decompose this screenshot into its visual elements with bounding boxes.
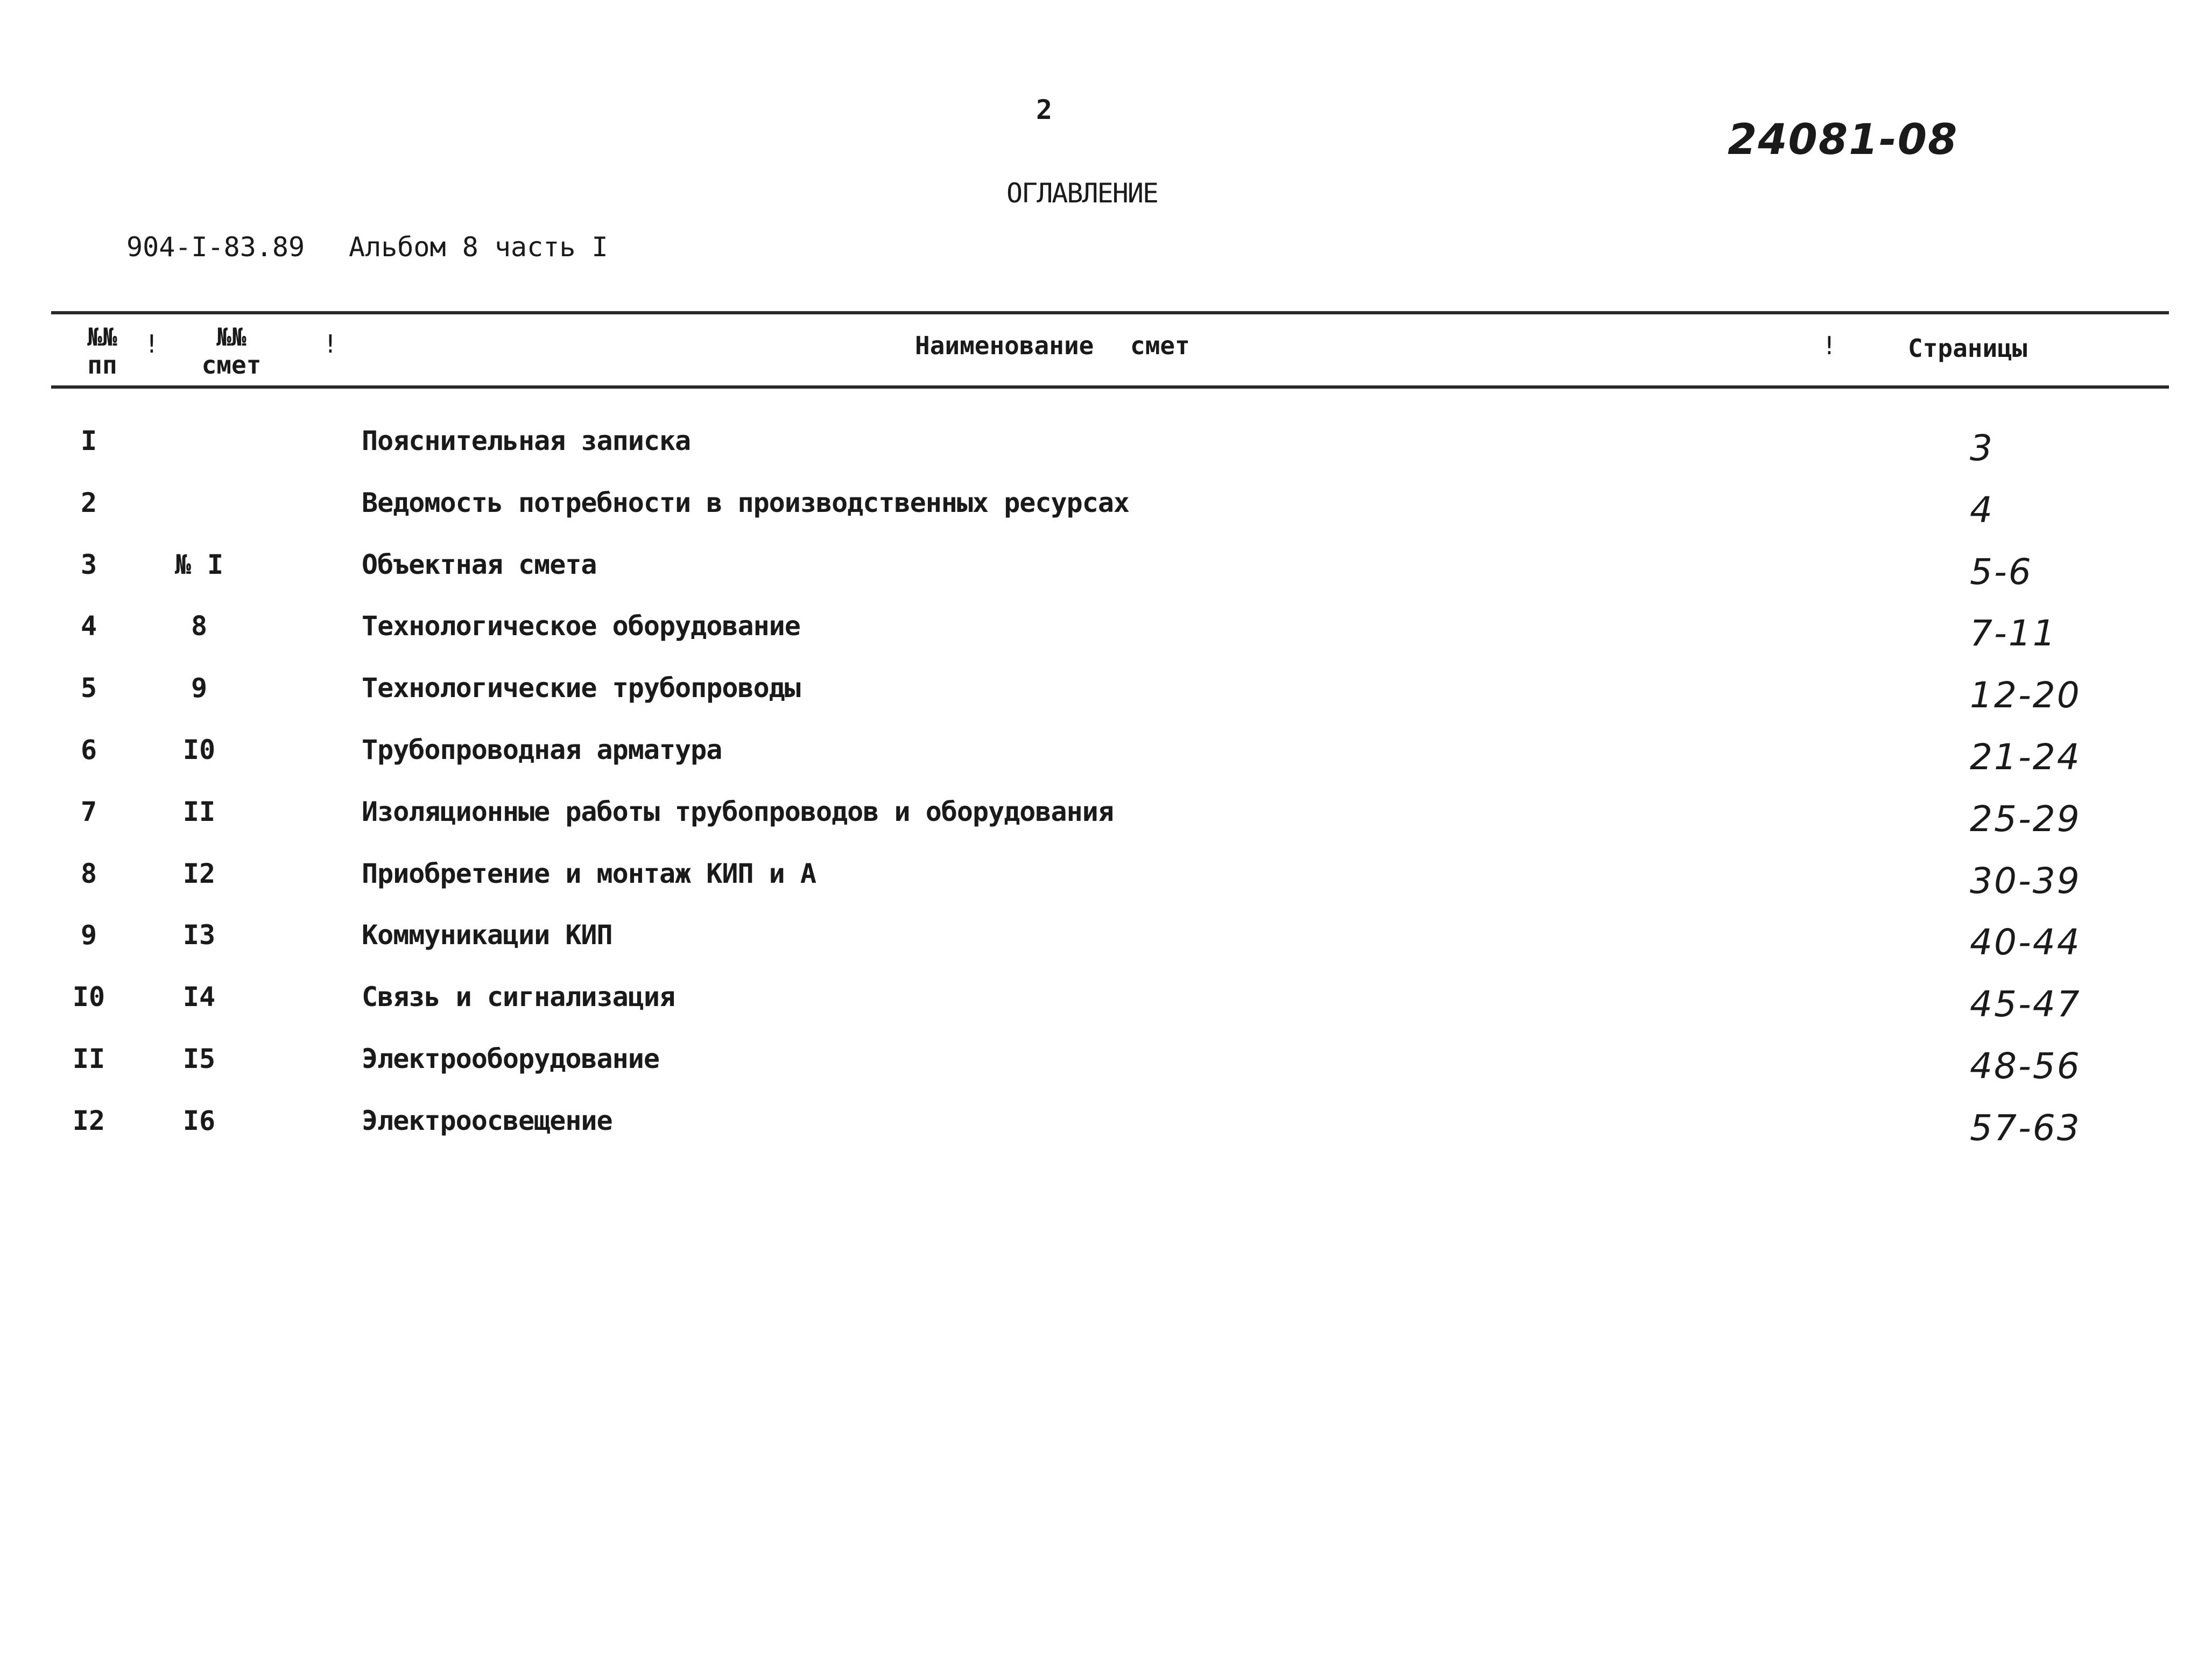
row-number: 5 (80, 672, 97, 704)
table-row (0, 734, 2212, 796)
row-number: 7 (80, 796, 97, 827)
table-row (0, 549, 2212, 611)
page-title: ОГЛАВЛЕНИЕ (1006, 178, 1158, 209)
table-row (0, 610, 2212, 672)
header-row-number-line1: №№ (87, 322, 117, 352)
table-row (0, 1105, 2212, 1167)
table-row (0, 919, 2212, 981)
estimate-number: I2 (182, 857, 216, 889)
page-range: 45-47 (1970, 983, 2081, 1025)
header-estimate-number-line2: смет (201, 350, 262, 379)
page-range: 21-24 (1970, 736, 2081, 778)
estimate-name: Пояснительная записка (362, 425, 691, 456)
estimate-number: II (182, 796, 216, 827)
estimate-name: Приобретение и монтаж КИП и А (362, 857, 816, 889)
series-number: 904-I-83.89 (126, 231, 305, 263)
header-row-number (81, 323, 124, 379)
table-row (0, 858, 2212, 920)
page-number: 2 (1036, 94, 1053, 125)
page-range: 12-20 (1970, 674, 2081, 716)
header-pages: Страницы (1908, 334, 2027, 363)
row-number: 6 (80, 734, 97, 765)
page-range: 40-44 (1970, 922, 2081, 964)
estimate-number: I6 (182, 1105, 216, 1136)
table-top-rule (51, 311, 2169, 314)
page-range: 3 (1970, 427, 1994, 469)
table-row (0, 487, 2212, 549)
estimate-name: Электрооборудование (362, 1043, 659, 1074)
estimate-number: № I (174, 549, 224, 580)
estimate-name: Связь и сигнализация (362, 981, 675, 1013)
row-number: 3 (80, 549, 97, 580)
header-estimate-name: Наименование смет (915, 331, 1190, 360)
estimate-name: Объектная смета (362, 549, 597, 580)
header-row-number-line2: пп (87, 350, 117, 379)
estimate-number: I0 (182, 734, 216, 765)
estimate-number: 9 (191, 672, 208, 704)
table-row (0, 796, 2212, 858)
table-row (0, 1043, 2212, 1105)
estimate-number: I4 (182, 981, 216, 1013)
header-separator: ! (1822, 331, 1837, 360)
page-range: 25-29 (1970, 798, 2081, 840)
table-row (0, 672, 2212, 734)
page-range: 7-11 (1970, 613, 2057, 655)
estimate-name: Коммуникации КИП (362, 919, 612, 951)
estimate-name: Трубопроводная арматура (362, 734, 722, 765)
page-range: 5-6 (1970, 551, 2033, 593)
header-separator: ! (144, 329, 159, 358)
row-number: I0 (72, 981, 105, 1013)
header-estimate-number-line1: №№ (216, 322, 246, 352)
estimate-name: Изоляционные работы трубопроводов и оборудования (362, 796, 1114, 827)
row-number: I (80, 425, 97, 456)
table-header-rule (51, 385, 2169, 389)
estimate-name: Технологическое оборудование (362, 610, 800, 642)
row-number: II (72, 1043, 105, 1074)
row-number: 9 (80, 919, 97, 951)
estimate-number: 8 (191, 610, 208, 642)
estimate-name: Электроосвещение (362, 1105, 612, 1136)
contents-table (0, 425, 2212, 1167)
estimate-name: Ведомость потребности в производственных ресурсах (362, 487, 1130, 518)
row-number: 4 (80, 610, 97, 642)
row-number: I2 (72, 1105, 105, 1136)
row-number: 8 (80, 857, 97, 889)
page-range: 30-39 (1970, 860, 2081, 902)
header-separator: ! (323, 329, 338, 358)
table-row (0, 981, 2212, 1043)
page-range: 57-63 (1970, 1107, 2081, 1149)
row-number: 2 (80, 487, 97, 518)
estimate-name: Технологические трубопроводы (362, 672, 800, 704)
document-code: 24081-08 (1728, 116, 1959, 164)
table-row (0, 425, 2212, 487)
estimate-number: I3 (182, 919, 216, 951)
page-range: 48-56 (1970, 1045, 2081, 1087)
estimate-number: I5 (182, 1043, 216, 1074)
album-label: Альбом 8 часть I (349, 231, 608, 263)
page-range: 4 (1970, 489, 1994, 531)
header-estimate-number (199, 323, 264, 379)
